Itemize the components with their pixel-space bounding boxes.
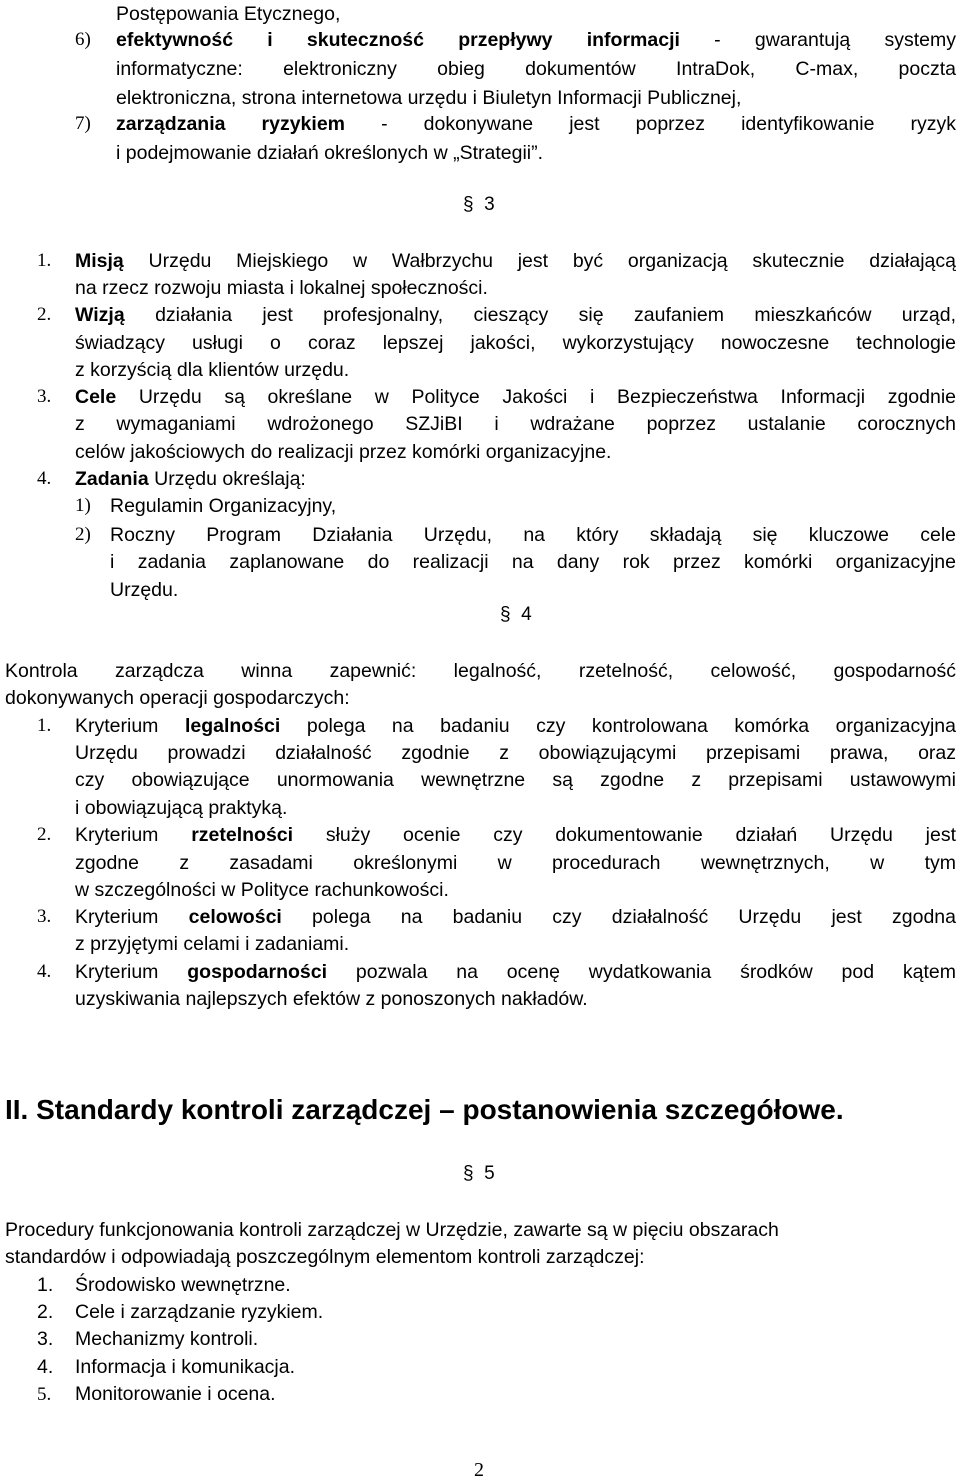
text-line: świadzący usługi o coraz lepszej jakości, wykorzystujący nowoczesne technologie <box>75 332 956 354</box>
text-fragment: Urzędu są określane w Polityce Jakości i Bezpieczeństwa Informacji zgodnie <box>116 386 956 408</box>
text-line: uzyskiwania najlepszych efektów z ponoszonych nakładów. <box>75 988 588 1010</box>
text-fragment: działania jest profesjonalny, cieszący się zaufaniem mieszkańców urząd, <box>124 304 956 326</box>
text-line: zgodne z zasadami określonymi w procedurach wewnętrznych, w tym <box>75 852 956 874</box>
text-line: Postępowania Etycznego, <box>116 3 341 25</box>
bold-term: Misją <box>75 250 124 272</box>
text-line: i podejmowanie działań określonych w „Strategii”. <box>116 142 544 164</box>
text-line: Regulamin Organizacyjny, <box>110 495 337 517</box>
bold-term: legalności <box>184 715 281 737</box>
text-fragment: Kryterium <box>75 824 192 846</box>
text-line: dokonywanych operacji gospodarczych: <box>5 687 350 709</box>
item-number: 2. <box>37 824 52 845</box>
item-number: 6) <box>75 29 91 50</box>
text-fragment: polega na badaniu czy działalność Urzędu jest zgodna <box>281 906 956 928</box>
section-number: 4 <box>521 604 532 625</box>
text-line: z przyjętymi celami i zadaniami. <box>75 933 350 955</box>
list-item <box>37 1272 291 1298</box>
bold-term: Cele <box>75 386 117 408</box>
text-line: i obowiązującą praktyką. <box>75 797 288 819</box>
text-fragment: służy ocenie czy dokumentowanie działań Urzędu jest <box>293 824 956 846</box>
text-line <box>75 713 956 739</box>
bold-term: Wizją <box>75 304 125 326</box>
text-line: standardów i odpowiadają poszczególnym elementom kontroli zarządczej: <box>5 1246 645 1268</box>
text-line: Roczny Program Działania Urzędu, na który składają się kluczowe cele <box>110 524 956 546</box>
item-number: 1) <box>75 495 91 516</box>
item-number: 1. <box>37 250 52 271</box>
text-line: informatyczne: elektroniczny obieg dokumentów IntraDok, C-max, poczta <box>116 58 956 80</box>
section-heading-3 <box>463 192 495 218</box>
bold-term: rzetelności <box>191 824 294 846</box>
text-line: Kontrola zarządcza winna zapewnić: legalność, rzetelność, celowość, gospodarność <box>5 660 956 682</box>
paragraph-sign: § <box>500 604 511 625</box>
text-line <box>75 384 956 410</box>
paragraph-sign: § <box>463 1163 474 1184</box>
text-line <box>75 904 956 930</box>
item-number: 7) <box>75 113 91 134</box>
item-number: 2) <box>75 524 91 545</box>
text-line: Procedury funkcjonowania kontroli zarządczej w Urzędzie, zawarte są w pięciu obszarach <box>5 1219 779 1241</box>
list-item <box>37 1299 323 1325</box>
text-line: czy obowiązujące unormowania wewnętrzne są zgodne z przepisami ustawowymi <box>75 769 956 791</box>
text-line: celów jakościowych do realizacji przez komórki organizacyjne. <box>75 441 612 463</box>
text-line: z wymaganiami wdrożonego SZJiBI i wdrażane poprzez ustalanie corocznych <box>75 413 956 435</box>
chapter-heading: II. Standardy kontroli zarządczej – postanowienia szczegółowe. <box>5 1094 844 1125</box>
item-number: 1. <box>37 715 52 736</box>
page-number: 2 <box>474 1459 484 1481</box>
list-item-text: Informacja i komunikacja. <box>75 1356 296 1378</box>
text-line: w szczególności w Polityce rachunkowości. <box>75 879 449 901</box>
text-line: Urzędu. <box>110 579 179 601</box>
item-number: 1. <box>37 1274 54 1296</box>
text-line: i zadania zaplanowane do realizacji na dany rok przez komórki organizacyjne <box>110 551 956 573</box>
bold-term: efektywność i skuteczność przepływy informacji <box>116 29 680 51</box>
item-number: 2. <box>37 1301 54 1323</box>
item-number: 4. <box>37 1356 54 1378</box>
text-line: na rzecz rozwoju miasta i lokalnej społeczności. <box>75 277 488 299</box>
text-fragment: - dokonywane jest poprzez identyfikowanie ryzyk <box>345 113 956 135</box>
item-number: 4. <box>37 468 52 489</box>
text-fragment: - gwarantują systemy <box>679 29 956 51</box>
bold-term: zarządzania ryzykiem <box>116 113 346 135</box>
list-item-text: Mechanizmy kontroli. <box>75 1328 259 1350</box>
text-fragment: pozwala na ocenę wydatkowania środków pod kątem <box>327 961 956 983</box>
section-heading-5 <box>463 1161 495 1187</box>
text-line: Urzędu prowadzi działalność zgodnie z obowiązującymi przepisami prawa, oraz <box>75 742 956 764</box>
text-line <box>116 111 956 137</box>
bold-term: Zadania <box>75 468 149 490</box>
list-item-text: Cele i zarządzanie ryzykiem. <box>75 1301 324 1323</box>
list-item-text: Monitorowanie i ocena. <box>75 1383 276 1405</box>
text-line <box>75 248 956 274</box>
item-number: 3. <box>37 1328 54 1350</box>
text-line: z korzyścią dla klientów urzędu. <box>75 359 350 381</box>
item-number: 5. <box>37 1384 52 1405</box>
section-number: 3 <box>484 194 495 215</box>
text-fragment: polega na badaniu czy kontrolowana komórka organizacyjna <box>280 715 956 737</box>
item-number: 3. <box>37 906 52 927</box>
text-line <box>75 822 956 848</box>
list-item <box>37 1381 276 1408</box>
text-line <box>75 302 956 328</box>
text-fragment: Urzędu Miejskiego w Wałbrzychu jest być organizacją skutecznie działającą <box>123 250 956 272</box>
text-line <box>75 466 306 492</box>
text-line: elektroniczna, strona internetowa urzędu i Biuletyn Informacji Publicznej, <box>116 87 742 109</box>
bold-term: celowości <box>188 906 282 928</box>
item-number: 3. <box>37 386 52 407</box>
bold-term: gospodarności <box>187 961 328 983</box>
text-fragment: Kryterium <box>75 961 188 983</box>
text-fragment: Kryterium <box>75 906 189 928</box>
text-fragment: Urzędu określają: <box>148 468 306 490</box>
list-item <box>37 1354 295 1380</box>
item-number: 4. <box>37 961 52 982</box>
list-item-text: Środowisko wewnętrzne. <box>75 1274 291 1296</box>
item-number: 2. <box>37 304 52 325</box>
list-item <box>37 1326 258 1352</box>
section-heading-4 <box>500 602 532 628</box>
text-line <box>75 959 956 985</box>
text-line <box>116 27 956 53</box>
paragraph-sign: § <box>463 194 474 215</box>
text-fragment: Kryterium <box>75 715 185 737</box>
section-number: 5 <box>484 1163 495 1184</box>
